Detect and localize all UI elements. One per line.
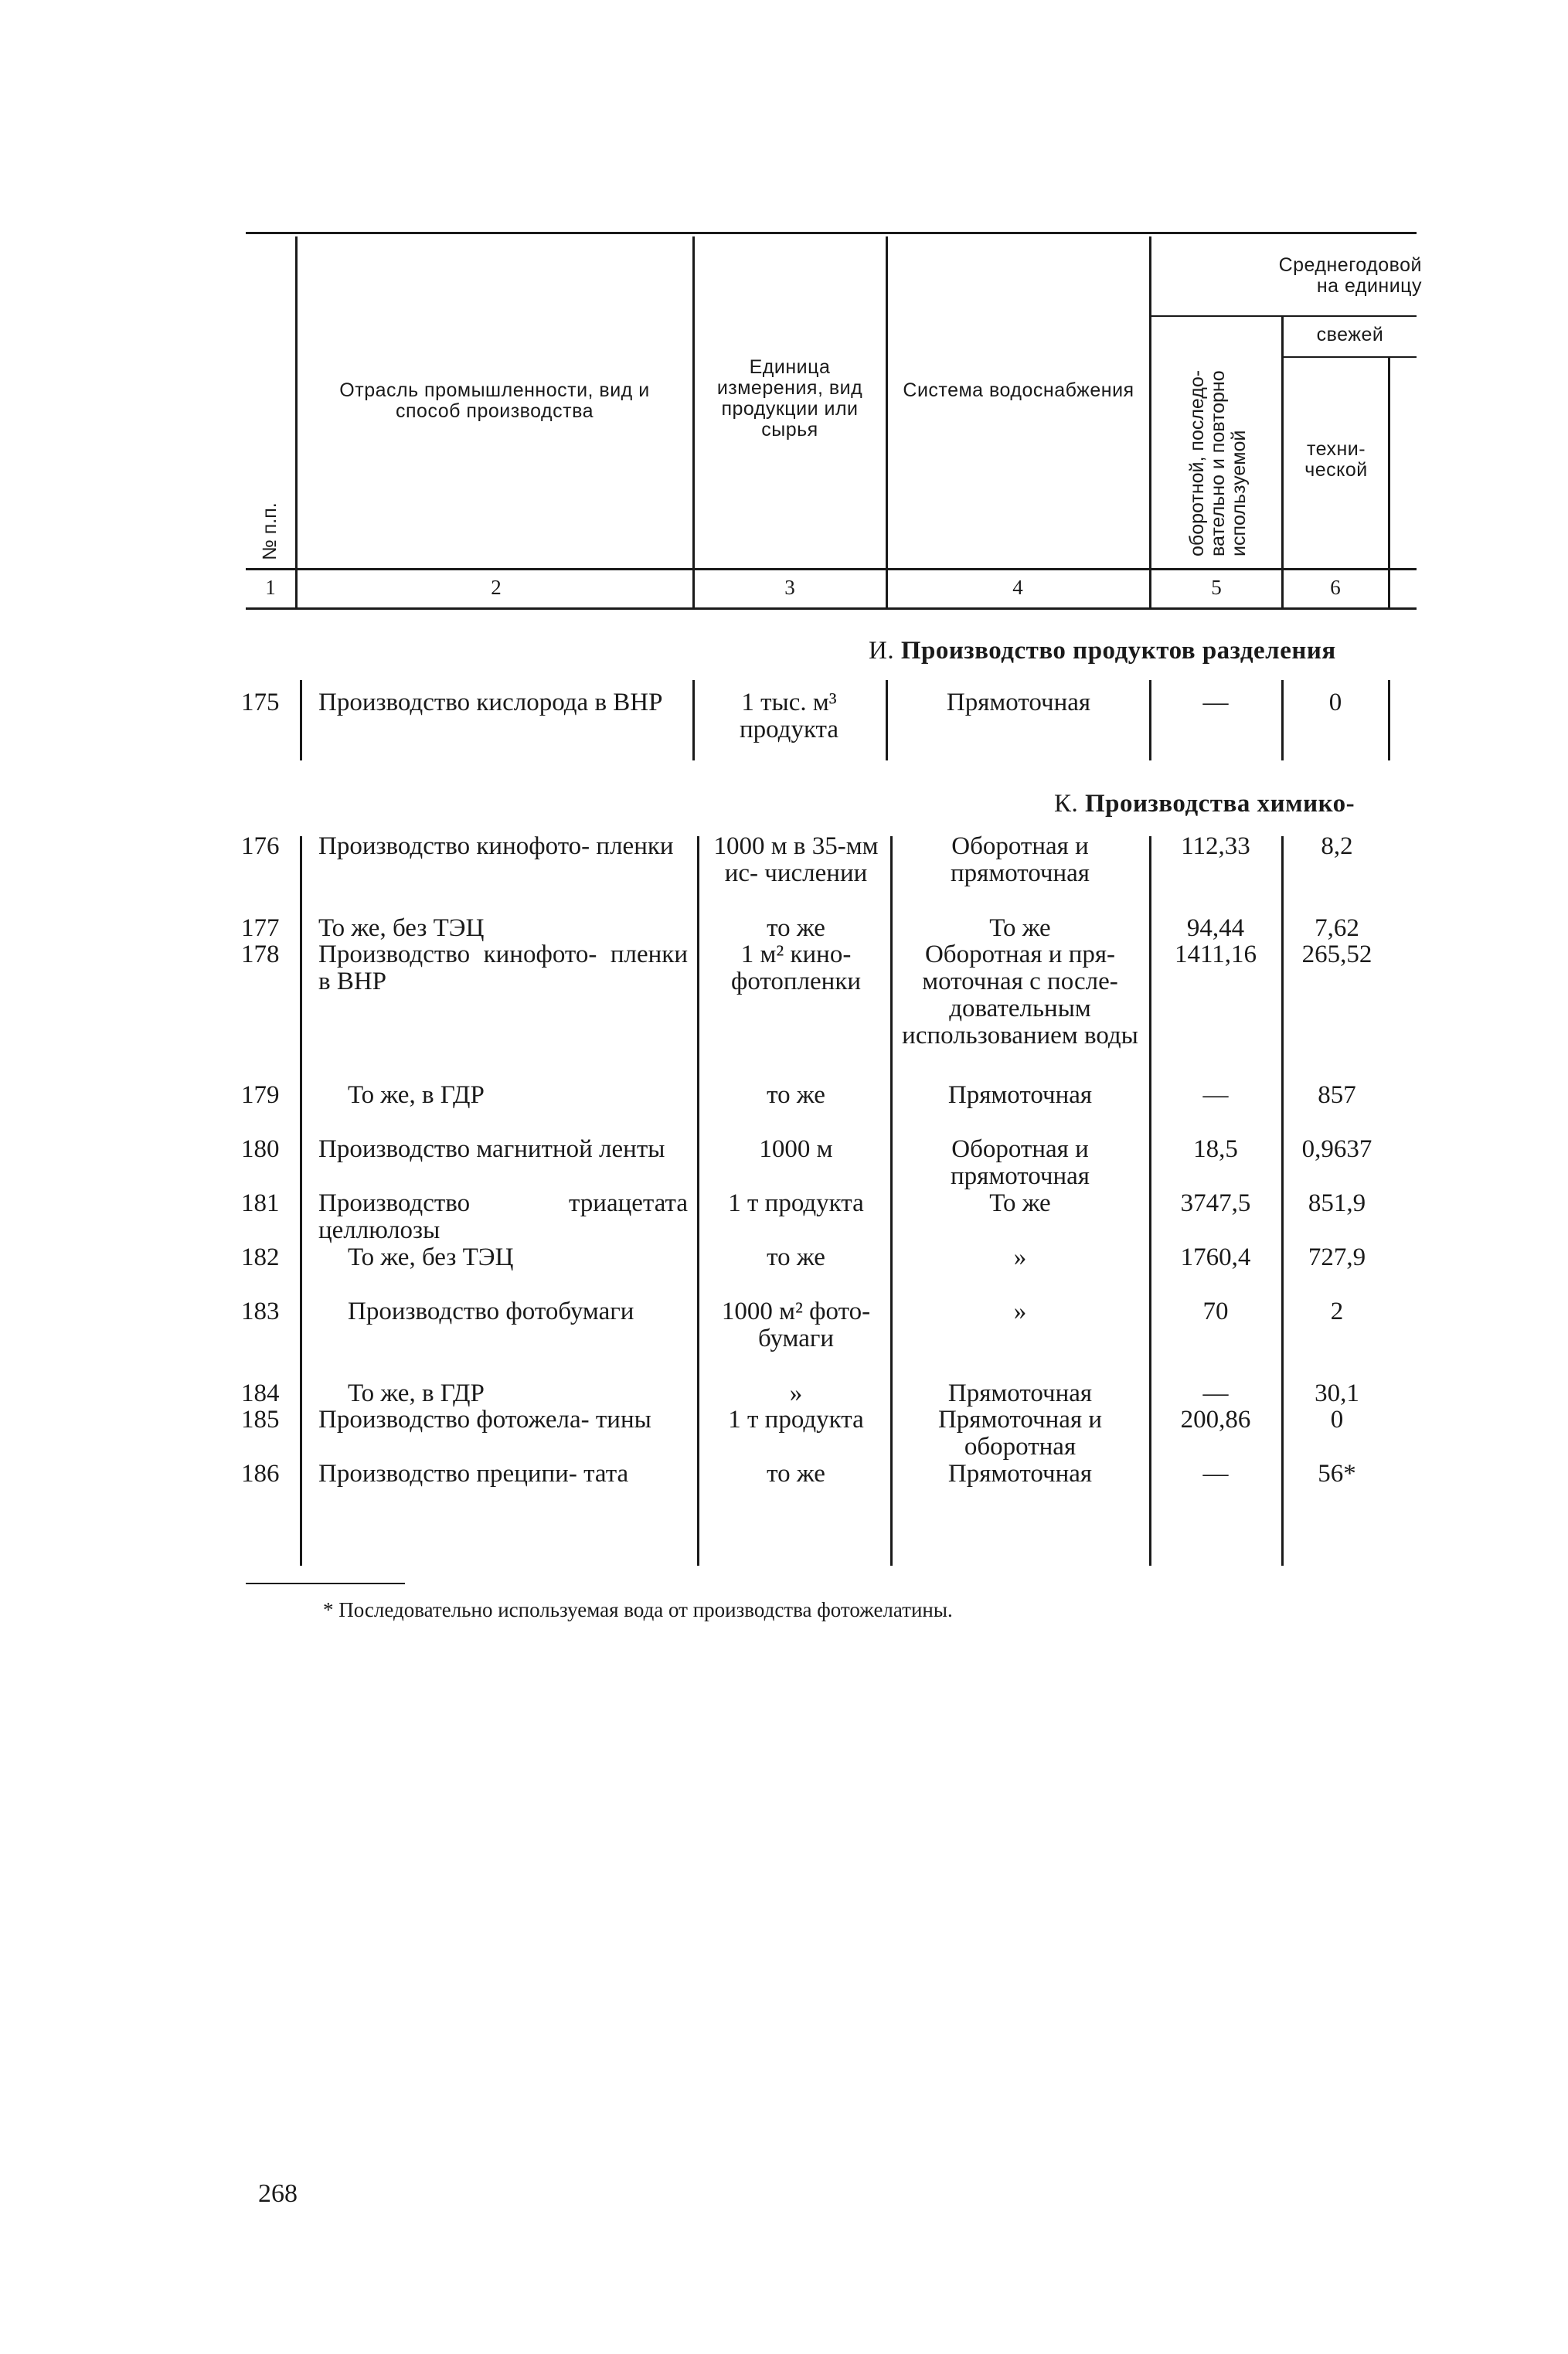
col3-header: [699, 357, 881, 441]
row-name: То же, в ГДР: [348, 1081, 485, 1109]
row-value-technical: 30,1: [1315, 1379, 1359, 1407]
row-value-technical: 0,9637: [1301, 1135, 1372, 1163]
row-unit: то же: [767, 1460, 825, 1488]
row-name: Производство триацетата целлюлозы: [318, 1189, 688, 1244]
row-number: 185: [241, 1406, 280, 1434]
row-value-technical: 265,52: [1301, 941, 1372, 968]
row-value-circulating: 18,5: [1193, 1135, 1238, 1163]
row-name: Производство кинофото- пленки в ВНР: [318, 941, 688, 995]
col6-header: [1286, 439, 1386, 481]
row-unit: 1 т продукта: [728, 1189, 864, 1217]
col-number-6: 6: [1330, 576, 1341, 599]
row-value-technical: 0: [1328, 689, 1342, 716]
row-unit: то же: [767, 1081, 825, 1109]
section-title: [869, 637, 1336, 665]
row-unit: 1 м² кино- фотопленки: [730, 941, 862, 995]
col5-header-line2: вательно и повторно: [1207, 370, 1229, 556]
row-value-circulating: 1411,16: [1174, 941, 1257, 968]
row-value-technical: 727,9: [1308, 1243, 1366, 1271]
row-value-technical: 7,62: [1315, 914, 1359, 942]
col-number-3: 3: [784, 576, 795, 599]
row-value-circulating: —: [1202, 1460, 1229, 1488]
row-name: Производство кислорода в ВНР: [318, 689, 663, 716]
row-system: Оборотная и прямоточная: [950, 832, 1090, 887]
col5-header-line1: оборотной, последо-: [1186, 369, 1208, 556]
row-system: Прямоточная: [947, 1460, 1093, 1488]
row-unit: 1000 м² фото- бумаги: [721, 1298, 871, 1352]
row-number: 176: [241, 832, 280, 860]
row-number: 177: [241, 914, 280, 942]
row-system: Прямоточная: [947, 1081, 1093, 1109]
group-header-line1: Среднегодовой: [1278, 254, 1422, 276]
row-system: »: [1013, 1298, 1027, 1325]
col-number-1: 1: [265, 576, 276, 599]
row-number: 181: [241, 1189, 280, 1217]
row-number: 183: [241, 1298, 280, 1325]
row-name: Производство фотожела- тины: [318, 1406, 651, 1434]
footnote: * Последовательно используемая вода от производства фотожелатины.: [323, 1598, 953, 1621]
row-value-circulating: —: [1202, 689, 1229, 716]
row-name: Производство преципи- тата: [318, 1460, 629, 1488]
row-system: То же: [989, 1189, 1051, 1217]
row-unit: 1000 м: [759, 1135, 833, 1163]
row-number: 186: [241, 1460, 280, 1488]
row-value-circulating: 70: [1202, 1298, 1229, 1325]
col-number-5: 5: [1211, 576, 1222, 599]
row-system: Прямоточная: [947, 1379, 1093, 1407]
row-number: 180: [241, 1135, 280, 1163]
row-value-circulating: —: [1202, 1081, 1229, 1109]
row-system: »: [1013, 1243, 1027, 1271]
row-value-circulating: 112,33: [1181, 832, 1250, 860]
section-title: [1054, 790, 1355, 818]
section-letter: И.: [869, 637, 895, 665]
row-system: То же: [989, 914, 1051, 942]
fresh-header: свежей: [1316, 324, 1384, 345]
row-name: То же, без ТЭЦ: [318, 914, 485, 942]
row-value-technical: 851,9: [1308, 1189, 1366, 1217]
section-letter: К.: [1054, 790, 1079, 818]
row-name: То же, без ТЭЦ: [348, 1243, 514, 1271]
row-value-technical: 8,2: [1321, 832, 1353, 860]
row-system: Оборотная и пря- моточная с после- довательным использованием воды: [902, 941, 1138, 1049]
row-value-circulating: —: [1202, 1379, 1229, 1407]
col-number-2: 2: [491, 576, 502, 599]
col6-header-line1: техни-: [1306, 438, 1366, 460]
row-unit: 1 тыс. м³ продукта: [739, 689, 839, 743]
row-unit: »: [789, 1379, 803, 1407]
col2-header-text: Отрасль промышленности, вид и способ производства: [339, 379, 650, 422]
group-header-line2: на единицу: [1316, 275, 1422, 297]
row-value-technical: 56*: [1318, 1460, 1356, 1488]
row-unit: то же: [767, 1243, 825, 1271]
section-title-text: Производства химико-: [1085, 790, 1355, 818]
row-name: То же, в ГДР: [348, 1379, 485, 1407]
row-value-technical: 2: [1330, 1298, 1344, 1325]
col4-header: [903, 380, 1134, 401]
row-number: 184: [241, 1379, 280, 1407]
section-title-text: Производство продуктов разделения: [900, 637, 1336, 665]
row-name: Производство кинофото- пленки: [318, 832, 674, 860]
row-unit: 1000 м в 35-мм ис- числении: [713, 832, 879, 887]
col-number-4: 4: [1012, 576, 1023, 599]
row-value-circulating: 1760,4: [1180, 1243, 1251, 1271]
row-system: Оборотная и прямоточная: [950, 1135, 1090, 1190]
row-system: Прямоточная: [946, 689, 1091, 716]
row-system: Прямоточная и оборотная: [937, 1406, 1103, 1461]
col1-header: № п.п.: [259, 502, 281, 560]
footnote-rule: [246, 1583, 405, 1584]
col5-header-line3: используемой: [1228, 430, 1250, 556]
col6-header-line2: ческой: [1304, 459, 1368, 481]
row-number: 178: [241, 941, 280, 968]
row-value-circulating: 3747,5: [1180, 1189, 1251, 1217]
row-value-technical: 857: [1318, 1081, 1356, 1109]
row-number: 179: [241, 1081, 280, 1109]
row-number: 182: [241, 1243, 280, 1271]
col3-header-text: Единица измерения, вид продукции или сырья: [716, 356, 863, 441]
row-number: 175: [241, 689, 280, 716]
row-unit: то же: [767, 914, 825, 942]
row-value-technical: 0: [1330, 1406, 1344, 1434]
row-name: Производство фотобумаги: [348, 1298, 634, 1325]
col2-header: [332, 380, 657, 422]
row-value-circulating: 94,44: [1186, 914, 1245, 942]
row-name: Производство магнитной ленты: [318, 1135, 665, 1163]
row-unit: 1 т продукта: [728, 1406, 864, 1434]
row-value-circulating: 200,86: [1180, 1406, 1251, 1434]
col4-header-text: Система водоснабжения: [903, 379, 1134, 401]
page-number: 268: [258, 2179, 298, 2208]
group-header: [1213, 255, 1422, 297]
